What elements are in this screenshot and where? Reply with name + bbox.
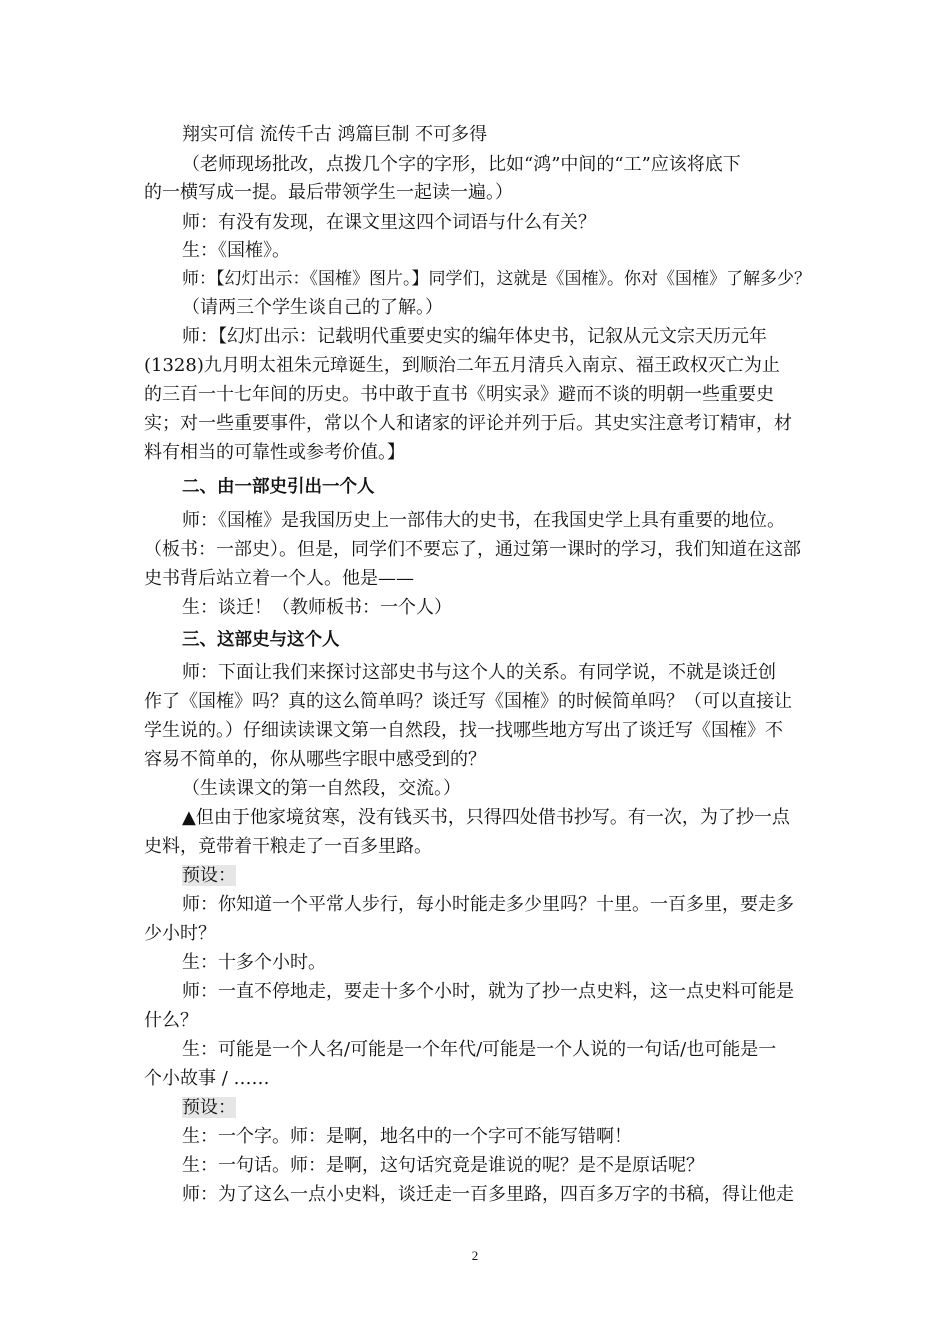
paragraph-line: 生：可能是一个人名/可能是一个年代/可能是一个人说的一句话/也可能是一 <box>182 1039 777 1060</box>
paragraph-line: 什么？ <box>144 1010 198 1031</box>
paragraph-line: 生：一句话。师：是啊，这句话究竟是谁说的呢？是不是原话呢？ <box>182 1155 704 1176</box>
preset-label: 预设： <box>182 865 236 886</box>
paragraph-line: 师：【幻灯出示：《国榷》图片。】同学们，这就是《国榷》。你对《国榷》了解多少？ <box>182 269 811 289</box>
paragraph-line: 师：下面让我们来探讨这部史书与这个人的关系。有同学说，不就是谈迁创 <box>182 662 776 683</box>
paragraph-line: 生：一个字。师：是啊，地名中的一个字可不能写错啊！ <box>182 1126 632 1147</box>
paragraph-line: 史书背后站立着一个人。他是—— <box>144 568 414 589</box>
paragraph-line: （老师现场批改，点拨几个字的字形，比如“鸿”中间的“工”应该将底下 <box>182 154 741 175</box>
paragraph-line: （请两三个学生谈自己的了解。） <box>182 297 443 318</box>
paragraph-line: 师：为了这么一点小史料，谈迁走一百多里路，四百多万字的书稿，得让他走 <box>182 1184 794 1205</box>
paragraph-line: 师：【幻灯出示：记载明代重要史实的编年体史书，记叙从元文宗天历元年 <box>182 326 767 347</box>
preset-label-line <box>182 1097 816 1119</box>
paragraph-line: （生读课文的第一自然段，交流。） <box>182 778 461 799</box>
paragraph-line: 实；对一些重要事件，常以个人和诸家的评论并列于后。其史实注意考订精审，材 <box>144 413 792 434</box>
paragraph-line: 个小故事 / …… <box>144 1068 270 1089</box>
paragraph-line: 的一横写成一提。最后带领学生一起读一遍。） <box>144 182 513 203</box>
paragraph-line: 的三百一十七年间的历史。书中敢于直书《明实录》避而不谈的明朝一些重要史 <box>144 384 774 405</box>
section-heading: 三、这部史与这个人 <box>182 630 340 650</box>
page-number: 2 <box>471 1248 479 1263</box>
paragraph-line: (1328)九月明太祖朱元璋诞生，到顺治二年五月清兵入南京、福王政权灭亡为止 <box>144 355 780 376</box>
paragraph-line: 容易不简单的，你从哪些字眼中感受到的？ <box>144 749 486 770</box>
paragraph-line: （板书：一部史）。但是，同学们不要忘了，通过第一课时的学习，我们知道在这部 <box>144 539 801 560</box>
paragraph-line: 料有相当的可靠性或参考价值。】 <box>144 442 405 463</box>
vocab-line: 翔实可信 流传千古 鸿篇巨制 不可多得 <box>182 124 488 145</box>
paragraph-line: 少小时？ <box>144 923 216 944</box>
paragraph-line: 师：你知道一个平常人步行，每小时能走多少里吗？十里。一百多里，要走多 <box>182 894 794 915</box>
paragraph-line: 作了《国榷》吗？真的这么简单吗？谈迁写《国榷》的时候简单吗？（可以直接让 <box>144 691 792 712</box>
paragraph-line: 史料，竟带着干粮走了一百多里路。 <box>144 836 432 857</box>
paragraph-line: 师：一直不停地走，要走十多个小时，就为了抄一点史料，这一点史料可能是 <box>182 981 794 1002</box>
paragraph-line: 师：《国榷》是我国历史上一部伟大的史书，在我国史学上具有重要的地位。 <box>182 510 785 531</box>
preset-label-line <box>182 865 816 887</box>
paragraph-line: 师：有没有发现，在课文里这四个词语与什么有关？ <box>182 212 596 233</box>
paragraph-line: ▲但由于他家境贫寒，没有钱买书，只得四处借书抄写。有一次，为了抄一点 <box>182 807 790 828</box>
paragraph-line: 学生说的。）仔细读读课文第一自然段，找一找哪些地方写出了谈迁写《国榷》不 <box>144 720 783 741</box>
preset-label: 预设： <box>182 1097 236 1118</box>
section-heading: 二、由一部史引出一个人 <box>182 477 375 497</box>
paragraph-line: 生：十多个小时。 <box>182 952 326 973</box>
paragraph-line: 生：谈迁！（教师板书：一个人） <box>182 597 452 618</box>
paragraph-line: 生：《国榷》。 <box>182 240 290 261</box>
